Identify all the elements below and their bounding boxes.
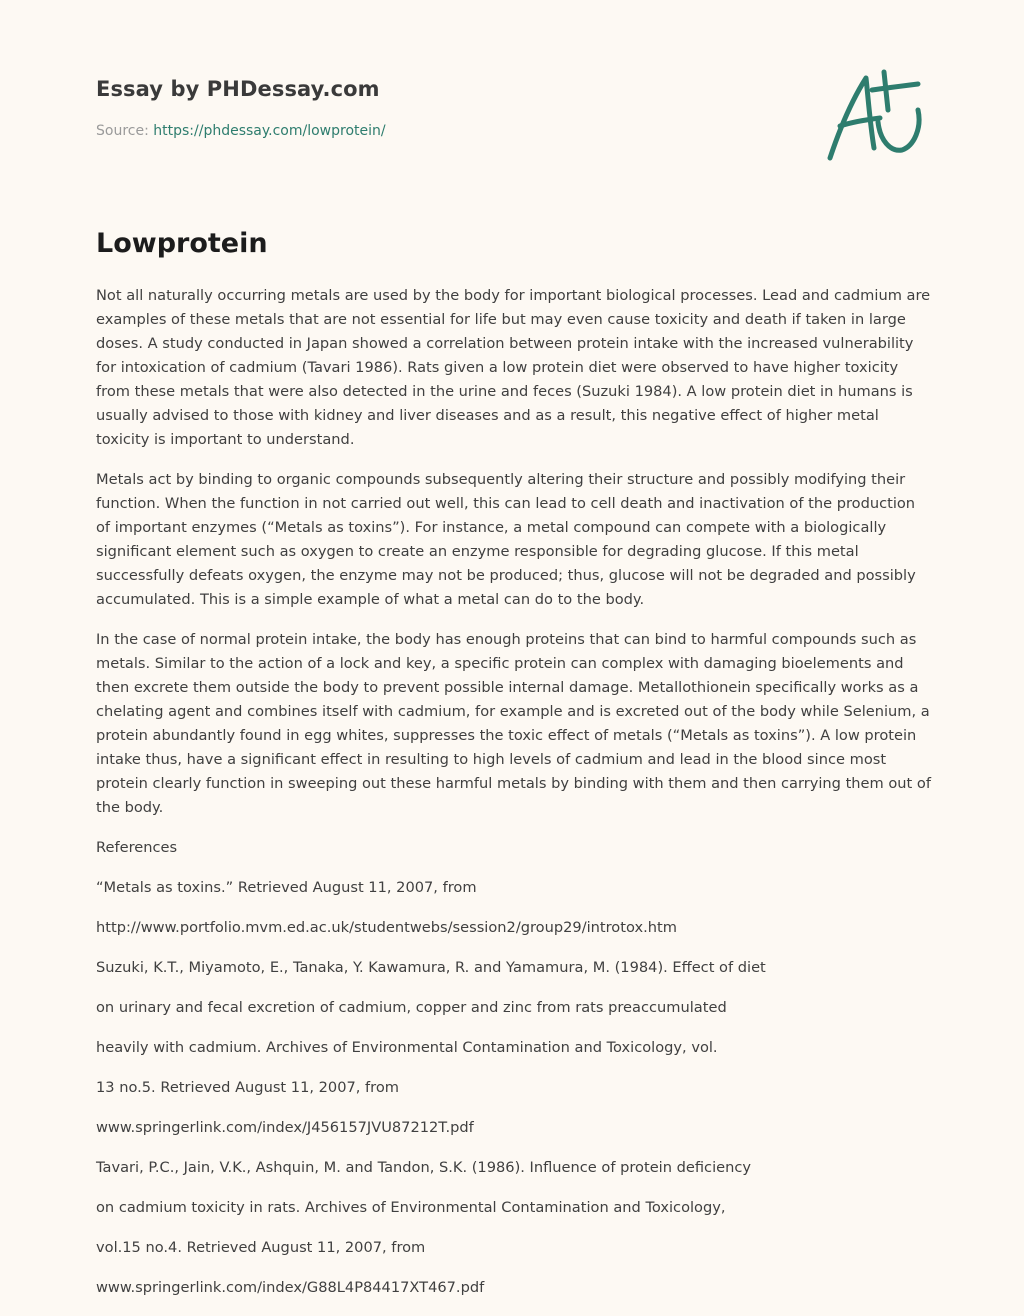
reference-line: Suzuki, K.T., Miyamoto, E., Tanaka, Y. Kawamura, R. and Yamamura, M. (1984). Effect of diet — [96, 959, 766, 976]
reference-line: Tavari, P.C., Jain, V.K., Ashquin, M. and Tandon, S.K. (1986). Influence of protein deficiency — [96, 1159, 752, 1176]
essay-paragraph: In the case of normal protein intake, the body has enough proteins that can bind to harmful compounds such as metals. Similar to the action of a lock and key, a specific protein can complex with damaging bioelements and then excrete them outside the body to prevent possible internal damage. Metallothionein specifically works as a chelating agent and combines itself with cadmium, for example and is excreted out of the body while Selenium, a protein abundantly found in egg whites, suppresses the toxic effect of metals (“Metals as toxins”). A low protein intake thus, have a significant effect in resulting to high levels of cadmium and lead in the blood since most protein clearly function in sweeping out these harmful metals by binding with them and then carrying them out of the body. — [96, 631, 931, 816]
reference-line: www.springerlink.com/index/G88L4P84417XT467.pdf — [96, 1279, 485, 1296]
reference-line: www.springerlink.com/index/J456157JVU87212T.pdf — [96, 1119, 474, 1136]
page-header — [96, 74, 796, 141]
references-section — [96, 836, 931, 1300]
reference-line: heavily with cadmium. Archives of Environmental Contamination and Toxicology, vol. — [96, 1039, 718, 1056]
reference-line: on cadmium toxicity in rats. Archives of Environmental Contamination and Toxicology, — [96, 1199, 726, 1216]
reference-line: on urinary and fecal excretion of cadmium, copper and zinc from rats preaccumulated — [96, 999, 727, 1016]
essay-paragraph: Not all naturally occurring metals are used by the body for important biological processes. Lead and cadmium are examples of these metals that are not essential for life but may even cause toxicity and death if taken in large doses. A study conducted in Japan showed a correlation between protein intake with the increased vulnerability for intoxication of cadmium (Tavari 1986). Rats given a low protein diet were observed to have higher toxicity from these metals that were also detected in the urine and feces (Suzuki 1984). A low protein diet in humans is usually advised to those with kidney and liver diseases and as a result, this negative effect of higher metal toxicity is important to understand. — [96, 287, 931, 448]
reference-line: vol.15 no.4. Retrieved August 11, 2007, from — [96, 1239, 426, 1256]
essay-title: Lowprotein — [96, 228, 268, 259]
source-label: Source: — [96, 123, 154, 139]
source-line — [96, 121, 796, 141]
reference-line: http://www.portfolio.mvm.ed.ac.uk/studentwebs/session2/group29/introtox.htm — [96, 919, 677, 936]
site-brand: Essay by PHDessay.com — [96, 77, 380, 101]
a-plus-grade-icon — [818, 66, 928, 166]
references-heading: References — [96, 839, 178, 856]
essay-paragraph: Metals act by binding to organic compounds subsequently altering their structure and possibly modifying their function. When the function in not carried out well, this can lead to cell death and inactivation of the production of important enzymes (“Metals as toxins”). For instance, a metal compound can compete with a biologically significant element such as oxygen to create an enzyme responsible for degrading glucose. If this metal successfully defeats oxygen, the enzyme may not be produced; thus, glucose will not be degraded and possibly accumulated. This is a simple example of what a metal can do to the body. — [96, 471, 916, 608]
source-link[interactable]: https://phdessay.com/lowprotein/ — [153, 123, 386, 139]
reference-line: 13 no.5. Retrieved August 11, 2007, from — [96, 1079, 400, 1096]
reference-line: “Metals as toxins.” Retrieved August 11, 2007, from — [96, 879, 477, 896]
essay-body — [96, 284, 931, 1316]
